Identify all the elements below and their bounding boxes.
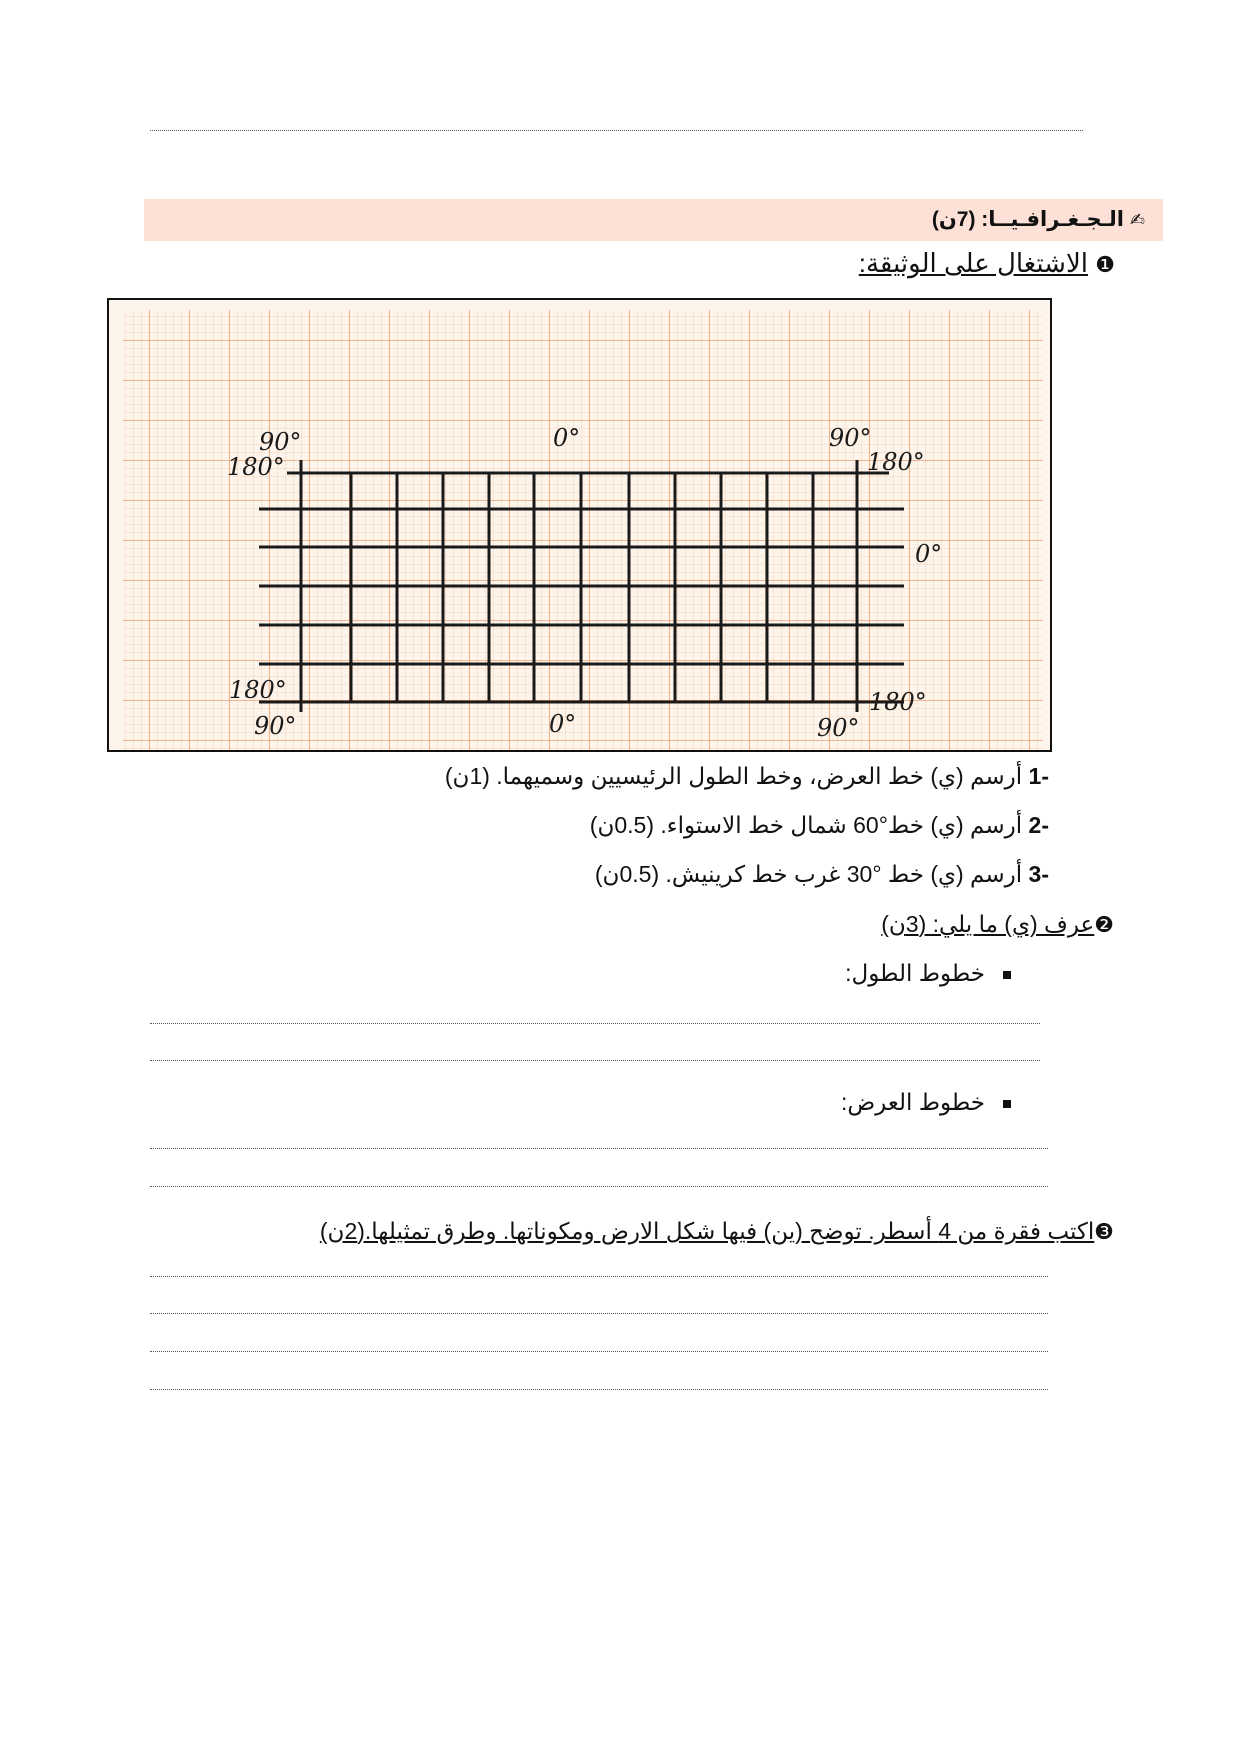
answer-line[interactable] [150,1276,1048,1277]
label-br-90: 90° [817,714,860,742]
answer-line[interactable] [150,1313,1048,1314]
answer-line[interactable] [150,1060,1040,1061]
graph-paper-drawing [109,300,1050,750]
definition-label-longitude: خطوط الطول: [845,960,985,986]
definition-label-latitude: خطوط العرض: [840,1089,985,1115]
answer-line[interactable] [150,1186,1048,1187]
question-2-number: -2 [1028,812,1049,838]
section1-heading [859,248,1115,279]
question-3-number: -3 [1028,861,1049,887]
label-tr-90: 90° [829,424,872,452]
section3-number: ❸ [1094,1219,1114,1244]
definition-item-latitude [841,1089,1011,1116]
document-grid-image [107,298,1052,752]
label-tl-180: 180° [227,453,285,481]
section3-heading [320,1218,1114,1245]
answer-line-top[interactable] [150,130,1083,131]
section-header-title: ✍الـجـغـرافـيــا: (7ن) [931,208,1145,231]
section-header-band [144,199,1163,241]
question-1 [445,763,1049,790]
answer-line[interactable] [150,1148,1048,1149]
bullet-icon [1003,1100,1011,1108]
bullet-icon [1003,971,1011,979]
label-tr-180: 180° [867,448,925,476]
answer-line[interactable] [150,1351,1048,1352]
question-3-text: أرسم (ي) خط °30 غرب خط كرينيش. (0.5ن) [594,861,1023,887]
section1-title: الاشتغال على الوثيقة: [858,248,1089,278]
question-1-text: أرسم (ي) خط العرض، وخط الطول الرئيسيين وسميهما. (1ن) [444,763,1023,789]
label-br-180: 180° [869,688,927,716]
label-top-0: 0° [553,424,581,452]
section1-number: ❶ [1095,252,1115,277]
label-bl-180: 180° [229,676,287,704]
section2-heading [881,911,1114,938]
question-1-number: -1 [1028,763,1049,789]
question-3 [595,861,1049,888]
label-tl-90: 90° [259,428,302,456]
definition-item-longitude [845,960,1011,987]
question-2-text: أرسم (ي) خط°60 شمال خط الاستواء. (0.5ن) [589,812,1023,838]
answer-line[interactable] [150,1023,1040,1024]
pen-icon: ✍ [1129,210,1145,230]
question-2 [590,812,1049,839]
label-mid-right-0: 0° [915,540,943,568]
section2-number: ❷ [1094,912,1114,937]
section2-title: عرف (ي) ما يلي: (3ن) [881,911,1095,937]
label-bot-0: 0° [549,710,577,738]
answer-line[interactable] [150,1389,1048,1390]
section3-title: اكتب فقرة من 4 أسطر. توضح (ين) فيها شكل الارض ومكوناتها. وطرق تمثيلها.(2ن) [319,1218,1095,1244]
label-bl-90: 90° [254,712,297,740]
